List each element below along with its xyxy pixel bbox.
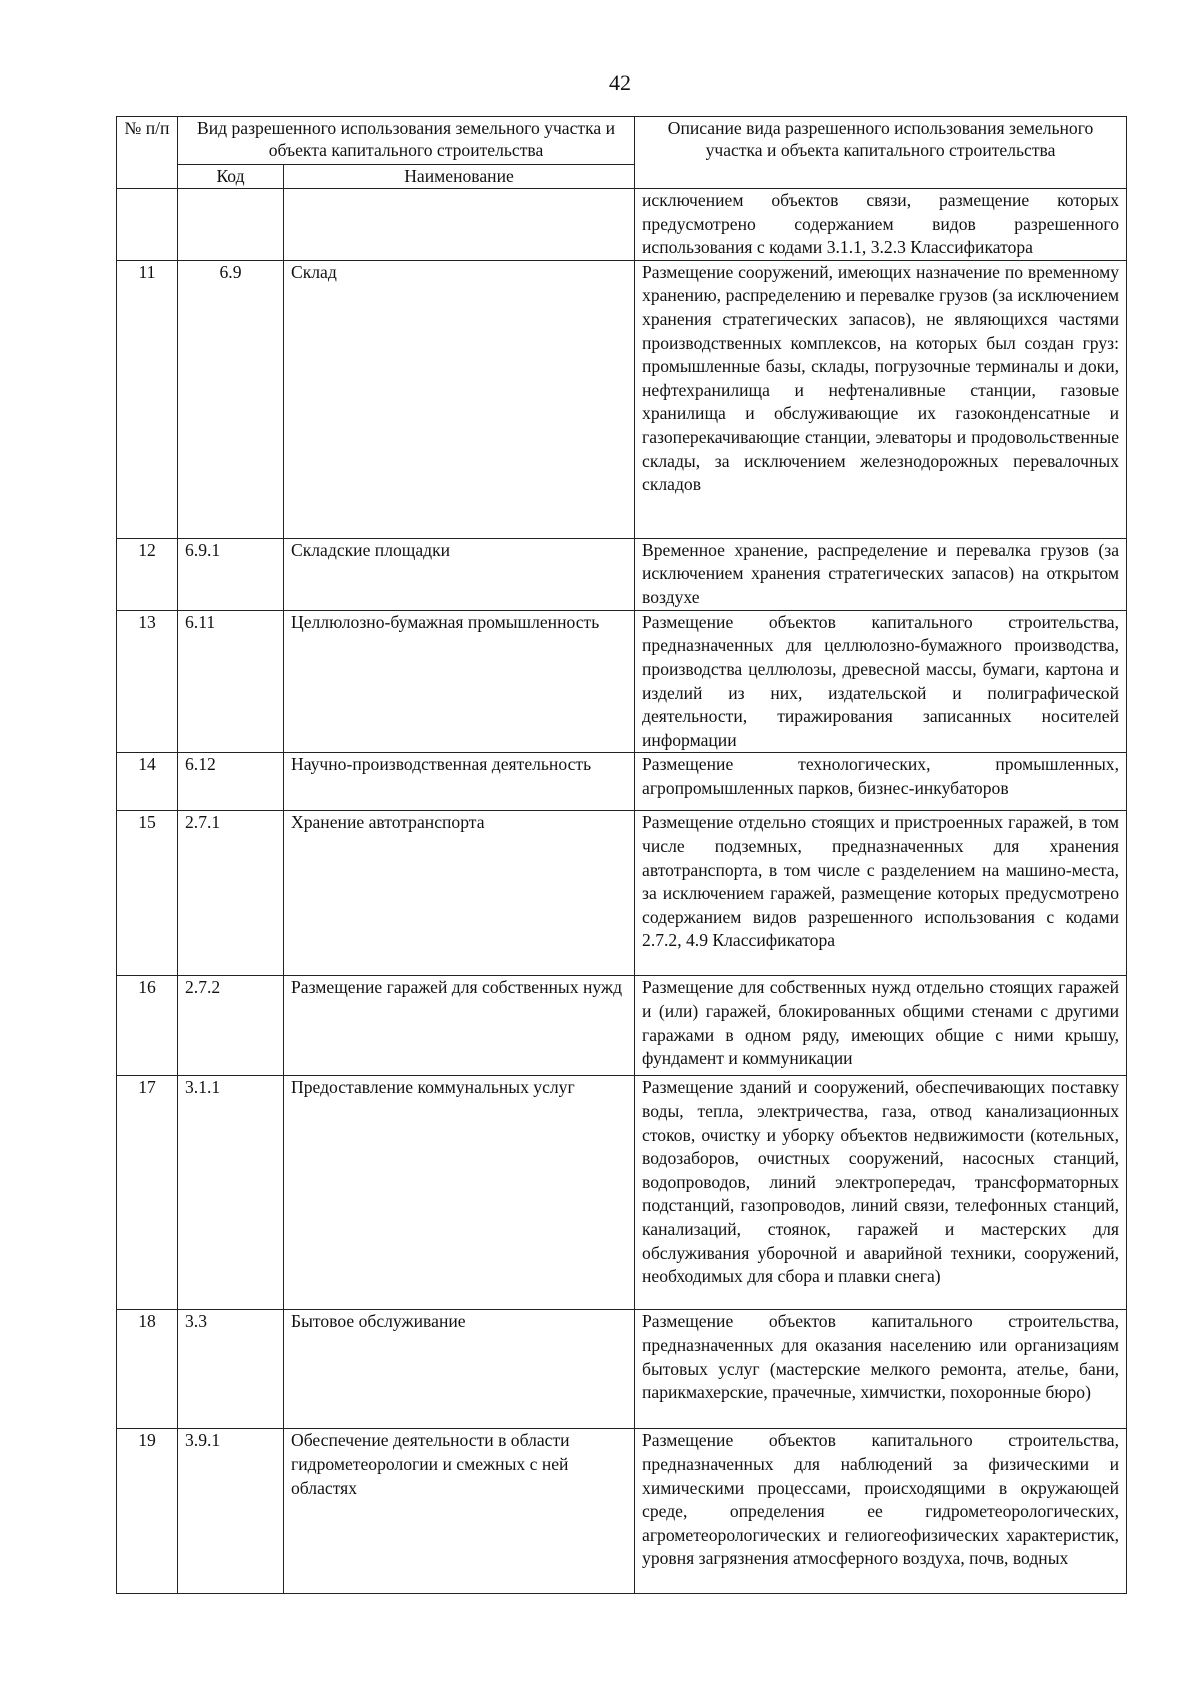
land-use-table: [116, 116, 1127, 1594]
row-code: 2.7.1: [178, 811, 284, 976]
table-row: [117, 610, 1127, 753]
table-row: [117, 189, 1127, 261]
row-name: Бытовое обслуживание: [284, 1310, 635, 1429]
row-num: 18: [117, 1310, 178, 1429]
row-description: Временное хранение, распределение и перевалка грузов (за исключением хранения стратегических запасов) на открытом воздухе: [635, 538, 1127, 610]
row-code: 3.9.1: [178, 1429, 284, 1594]
row-num: [117, 189, 178, 261]
table-row: [117, 753, 1127, 811]
row-description: исключением объектов связи, размещение которых предусмотрено содержанием видов разрешенного использования с кодами 3.1.1, 3.2.3 Классификатора: [635, 189, 1127, 261]
row-num: 19: [117, 1429, 178, 1594]
row-num: 11: [117, 260, 178, 538]
row-name: Научно-производственная деятельность: [284, 753, 635, 811]
row-num: 15: [117, 811, 178, 976]
row-name: Склад: [284, 260, 635, 538]
row-name: Размещение гаражей для собственных нужд: [284, 976, 635, 1076]
row-num: 16: [117, 976, 178, 1076]
row-description: Размещение объектов капитального строительства, предназначенных для оказания населению или организациям бытовых услуг (мастерские мелкого ремонта, ателье, бани, парикмахерские, прачечные, химчистки, похоронные бюро): [635, 1310, 1127, 1429]
row-code: 6.9: [178, 260, 284, 538]
table-row: [117, 538, 1127, 610]
row-description: Размещение зданий и сооружений, обеспечивающих поставку воды, тепла, электричества, газа, отвод канализационных стоков, очистку и уборку объектов недвижимости (котельных, водозаборов, очистных сооружений, насосных станций, водопроводов, линий электропередач, трансформаторных подстанций, газопроводов, линий связи, телефонных станций, канализаций, стоянок, гаражей и мастерских для обслуживания уборочной и аварийной техники, сооружений, необходимых для сбора и плавки снега): [635, 1076, 1127, 1310]
row-code: 6.9.1: [178, 538, 284, 610]
row-description: Размещение технологических, промышленных, агропромышленных парков, бизнес-инкубаторов: [635, 753, 1127, 811]
row-name: Обеспечение деятельности в области гидрометеорологии и смежных с ней областях: [284, 1429, 635, 1594]
row-code: 6.12: [178, 753, 284, 811]
table-row: [117, 1076, 1127, 1310]
row-name: Целлюлозно-бумажная промышленность: [284, 610, 635, 753]
row-num: 13: [117, 610, 178, 753]
row-code: 2.7.2: [178, 976, 284, 1076]
row-description: Размещение отдельно стоящих и пристроенных гаражей, в том числе подземных, предназначенных для хранения автотранспорта, в том числе с разделением на машино-места, за исключением гаражей, размещение которых предусмотрено содержанием видов разрешенного использования с кодами 2.7.2, 4.9 Классификатора: [635, 811, 1127, 976]
table-row: [117, 976, 1127, 1076]
header-code: Код: [178, 165, 284, 189]
row-name: Предоставление коммунальных услуг: [284, 1076, 635, 1310]
row-name: [284, 189, 635, 261]
header-description: Описание вида разрешенного использования земельного участка и объекта капитального строительства: [635, 117, 1127, 189]
row-description: Размещение объектов капитального строительства, предназначенных для наблюдений за физическими и химическими процессами, происходящими в окружающей среде, определения ее гидрометеорологических, агрометеорологических и гелиогеофизических характеристик, уровня загрязнения атмосферного воздуха, почв, водных: [635, 1429, 1127, 1594]
row-code: [178, 189, 284, 261]
header-num: № п/п: [117, 117, 178, 189]
row-num: 12: [117, 538, 178, 610]
row-code: 3.1.1: [178, 1076, 284, 1310]
row-code: 3.3: [178, 1310, 284, 1429]
table-row: [117, 260, 1127, 538]
header-name: Наименование: [284, 165, 635, 189]
row-num: 14: [117, 753, 178, 811]
page-number: 42: [609, 70, 631, 95]
row-name: Складские площадки: [284, 538, 635, 610]
table-row: [117, 1429, 1127, 1594]
table-row: [117, 811, 1127, 976]
table-row: [117, 1310, 1127, 1429]
row-name: Хранение автотранспорта: [284, 811, 635, 976]
row-num: 17: [117, 1076, 178, 1310]
header-group: Вид разрешенного использования земельного участка и объекта капитального строительства: [178, 117, 635, 165]
row-description: Размещение для собственных нужд отдельно стоящих гаражей и (или) гаражей, блокированных общими стенами с другими гаражами в одном ряду, имеющих общие с ними крышу, фундамент и коммуникации: [635, 976, 1127, 1076]
row-code: 6.11: [178, 610, 284, 753]
row-description: Размещение объектов капитального строительства, предназначенных для целлюлозно-бумажного производства, производства целлюлозы, древесной массы, бумаги, картона и изделий из них, издательской и полиграфической деятельности, тиражирования записанных носителей информации: [635, 610, 1127, 753]
row-description: Размещение сооружений, имеющих назначение по временному хранению, распределению и перевалке грузов (за исключением хранения стратегических запасов), не являющихся частями производственных комплексов, на которых был создан груз: промышленные базы, склады, погрузочные терминалы и доки, нефтехранилища и нефтеналивные станции, газовые хранилища и обслуживающие их газоконденсатные и газоперекачивающие станции, элеваторы и продовольственные склады, за исключением железнодорожных перевалочных складов: [635, 260, 1127, 538]
